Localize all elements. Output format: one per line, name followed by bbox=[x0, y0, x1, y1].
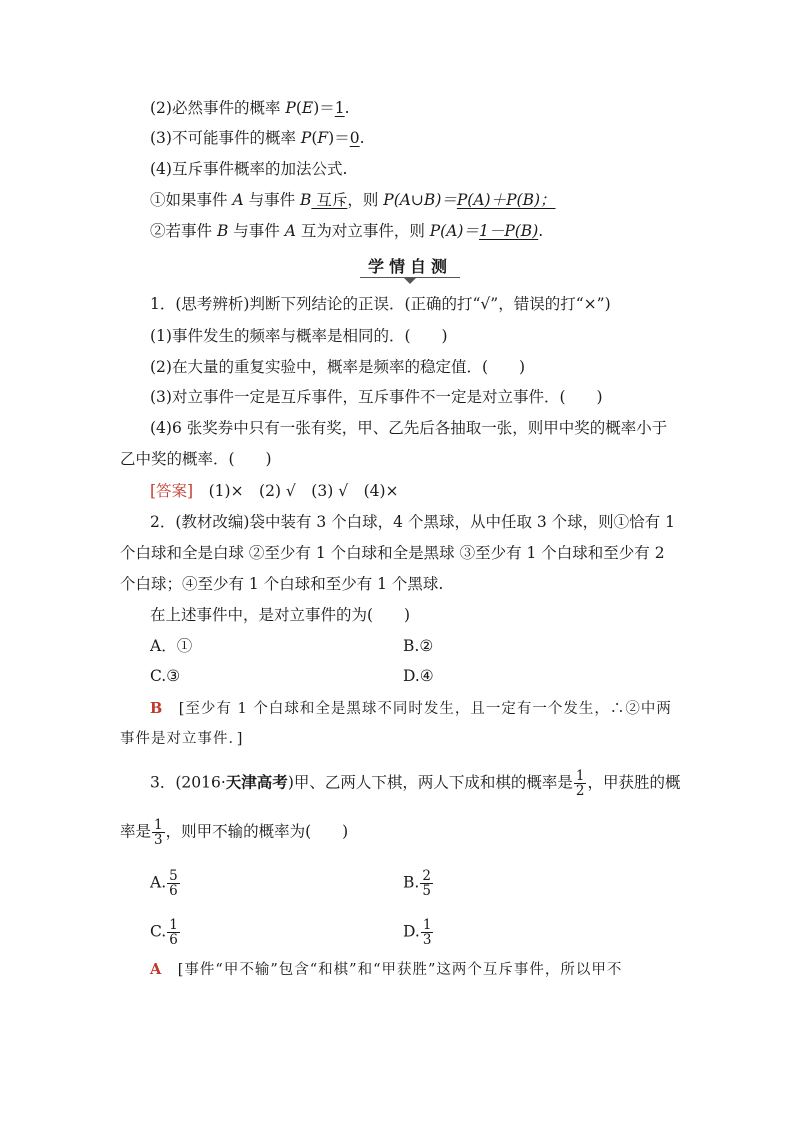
q2-stem-2: 个白球和全是白球 ②至少有 1 个白球和全是黑球 ③至少有 1 个白球和至少有 2 bbox=[120, 544, 665, 562]
q2-stem-3: 个白球；④至少有 1 个白球和至少有 1 个黑球. bbox=[120, 575, 444, 593]
section-header-title: 学情自测 bbox=[367, 257, 452, 276]
fraction-one-third: $\frac{1}{3}$ bbox=[154, 817, 163, 848]
q3-option-d: D. $\frac{1}{3}$ bbox=[403, 917, 432, 948]
q1-item-3: (3)对立事件一定是互斥事件，互斥事件不一定是对立事件．( ) bbox=[150, 388, 603, 406]
q1-item-1: (1)事件发生的频率与概率是相同的．( ) bbox=[150, 327, 448, 345]
theory-line-2: (2)必然事件的概率 P(E)＝1. bbox=[150, 99, 350, 117]
theory-line-5: ①如果事件 A 与事件 B 互斥，则 P(A∪B)＝P(A)＋P(B)； bbox=[150, 191, 556, 209]
q1-item-4-cont: 乙中奖的概率．( ) bbox=[120, 450, 272, 468]
section-header-triangle-icon bbox=[403, 277, 417, 284]
q1-item-2: (2)在大量的重复实验中，概率是频率的稳定值．( ) bbox=[150, 358, 526, 376]
q3-stem-1: 3．(2016·天津高考)甲、乙两人下棋，两人下成和棋的概率是 $\frac{1}{2}$ ，甲获胜的概 bbox=[150, 768, 681, 799]
section-header bbox=[360, 254, 460, 277]
q2-stem-4: 在上述事件中，是对立事件的为( ) bbox=[150, 606, 411, 624]
q3-explanation-1: A [事件“甲不输”包含“和棋”和“甲获胜”这两个互斥事件，所以甲不 bbox=[150, 961, 623, 978]
q2-answer-letter: B bbox=[150, 700, 164, 717]
q3-option-b: B. $\frac{2}{5}$ bbox=[403, 868, 431, 899]
q2-option-d: D.④ bbox=[403, 667, 434, 685]
q3-option-c: C. $\frac{1}{6}$ bbox=[150, 917, 178, 948]
q2-stem-1: 2．(教材改编)袋中装有 3 个白球，4 个黑球，从中任取 3 个球，则①恰有 1 bbox=[150, 513, 675, 531]
theory-line-4: (4)互斥事件概率的加法公式. bbox=[150, 160, 348, 178]
q2-explanation-2: 事件是对立事件．] bbox=[120, 731, 244, 747]
q2-option-b: B.② bbox=[403, 637, 434, 655]
theory-line-6: ②若事件 B 与事件 A 互为对立事件，则 P(A)＝1－P(B). bbox=[150, 222, 544, 240]
fraction-one-half: $\frac{1}{2}$ bbox=[575, 768, 585, 799]
theory-line-3: (3)不可能事件的概率 P(F)＝0. bbox=[150, 129, 365, 147]
q2-option-a: A．① bbox=[150, 637, 193, 655]
answer-tag: [答案] bbox=[150, 482, 194, 500]
q3-answer-letter: A bbox=[150, 961, 163, 978]
q1-answer: [答案] (1)× (2) √ (3) √ (4)× bbox=[150, 482, 399, 500]
q1-stem: 1．(思考辨析)判断下列结论的正误．(正确的打“√”，错误的打“×”) bbox=[150, 295, 611, 313]
q3-stem-2: 率是 $\frac{1}{3}$ ，则甲不输的概率为( ) bbox=[120, 817, 349, 848]
q3-option-a: A. $\frac{5}{6}$ bbox=[150, 868, 178, 899]
q2-explanation-1: B [至少有 1 个白球和全是黑球不同时发生，且一定有一个发生，∴②中两 bbox=[150, 700, 672, 717]
q2-option-c: C.③ bbox=[150, 667, 181, 685]
q1-item-4: (4)6 张奖券中只有一张有奖，甲、乙先后各抽取一张，则甲中奖的概率小于 bbox=[150, 419, 668, 437]
